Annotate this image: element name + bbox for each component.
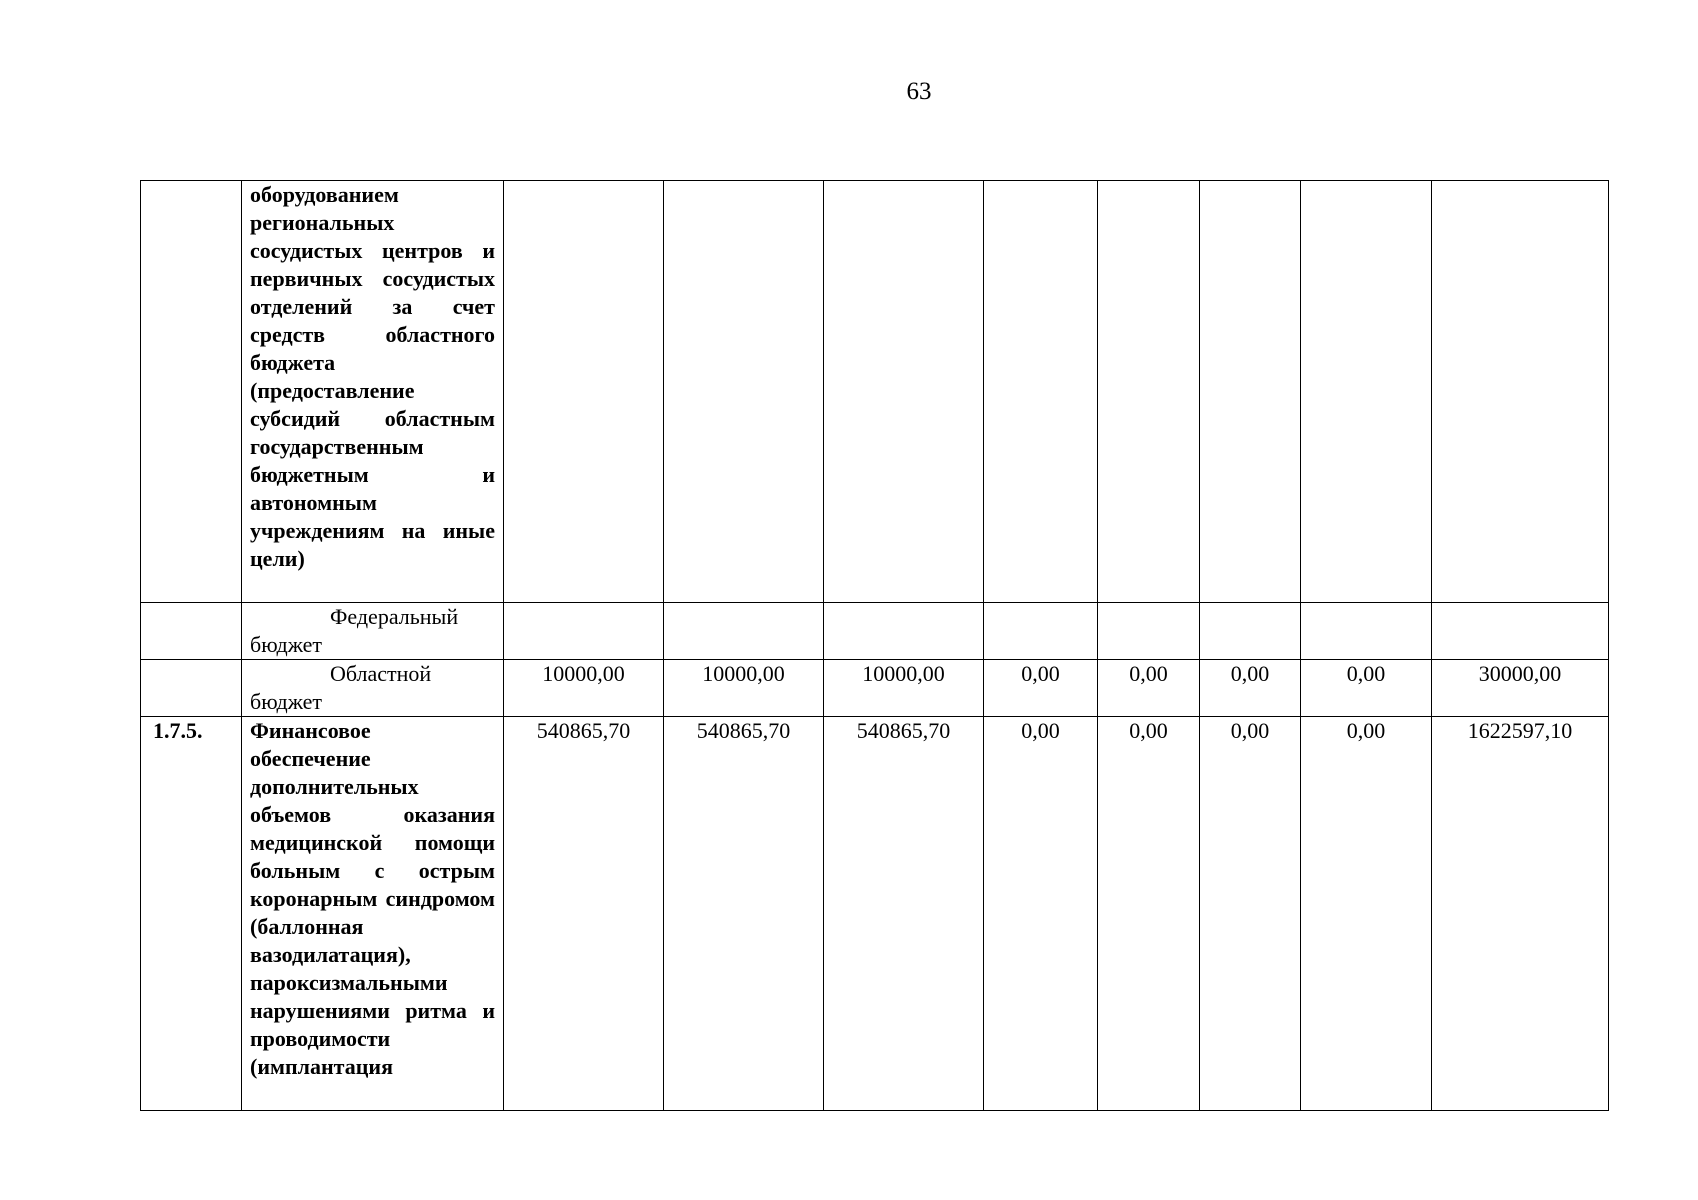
value-cell — [504, 603, 664, 660]
value-cell — [1200, 603, 1301, 660]
row-code — [141, 660, 242, 717]
value-cell: 0,00 — [1200, 717, 1301, 1111]
value-cell: 10000,00 — [824, 660, 984, 717]
row-code — [141, 181, 242, 603]
value-cell: 540865,70 — [504, 717, 664, 1111]
value-cell: 0,00 — [1098, 660, 1200, 717]
value-cell: 10000,00 — [664, 660, 824, 717]
value-cell — [984, 181, 1098, 603]
value-cell — [504, 181, 664, 603]
value-cell — [1098, 181, 1200, 603]
row-code: 1.7.5. — [141, 717, 242, 1111]
funding-source-label: Областной бюджет — [242, 660, 504, 717]
total-cell: 30000,00 — [1432, 660, 1609, 717]
value-cell: 0,00 — [1200, 660, 1301, 717]
value-cell: 0,00 — [1301, 660, 1432, 717]
value-cell: 10000,00 — [504, 660, 664, 717]
value-cell — [1301, 181, 1432, 603]
row-description: Финансовое обеспечение дополнительных объемов оказания медицинской помощи больным с острым коронарным синдромом (баллонная вазодилатация), пароксизмальными нарушениями ритма и проводимости (имплантация — [242, 717, 504, 1111]
table-row — [141, 603, 1609, 660]
page-number: 63 — [906, 78, 932, 105]
table-row — [141, 181, 1609, 603]
table-row — [141, 717, 1609, 1111]
value-cell — [664, 603, 824, 660]
row-code — [141, 603, 242, 660]
budget-table — [140, 180, 1609, 1111]
total-cell — [1432, 603, 1609, 660]
table-row — [141, 660, 1609, 717]
funding-source-label: Федеральный бюджет — [242, 603, 504, 660]
value-cell: 540865,70 — [824, 717, 984, 1111]
value-cell: 0,00 — [984, 660, 1098, 717]
value-cell — [664, 181, 824, 603]
value-cell — [824, 603, 984, 660]
value-cell — [984, 603, 1098, 660]
value-cell — [1200, 181, 1301, 603]
total-cell — [1432, 181, 1609, 603]
value-cell: 0,00 — [984, 717, 1098, 1111]
total-cell: 1622597,10 — [1432, 717, 1609, 1111]
value-cell: 540865,70 — [664, 717, 824, 1111]
value-cell — [1098, 603, 1200, 660]
value-cell — [824, 181, 984, 603]
value-cell — [1301, 603, 1432, 660]
value-cell: 0,00 — [1098, 717, 1200, 1111]
value-cell: 0,00 — [1301, 717, 1432, 1111]
row-description: оборудованием региональных сосудистых центров и первичных сосудистых отделений за счет средств областного бюджета (предоставление субсидий областным государственным бюджетным и автономным учреждениям на иные цели) — [242, 181, 504, 603]
